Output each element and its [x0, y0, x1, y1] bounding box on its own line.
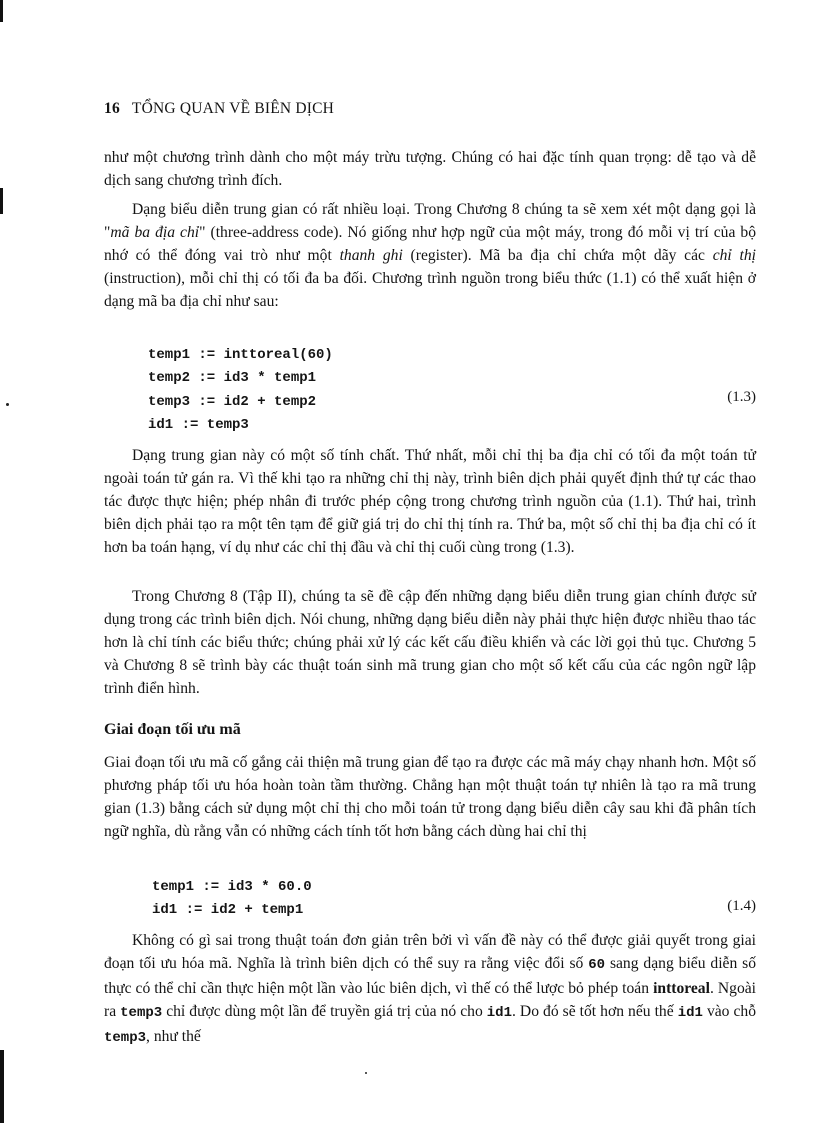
code-block-2: [152, 876, 452, 923]
p6-text-e: . Do đó sẽ tốt hơn nếu thế: [512, 1003, 678, 1020]
p2-text-b: " (three-address code). Nó giống như hợp ngữ của một máy, trong đó mỗi vị trí của bộ nhớ có thể đóng vai trò như một: [104, 224, 756, 264]
code-token: inttoreal: [653, 980, 710, 997]
p6-text-b: sang dạng biểu diễn số thực có thể chỉ cần thực hiện một lần vào lúc biên dịch, vì thế có thể lược bỏ phép toán: [104, 955, 757, 997]
p2-text-c: (register). Mã ba địa chỉ chứa một dãy các: [402, 247, 713, 264]
code-token: id1: [486, 1005, 512, 1021]
page-header: [104, 100, 754, 118]
term-instruction: chỉ thị: [712, 247, 756, 264]
code-line: temp1 := id3 * 60.0: [152, 879, 312, 895]
scan-speck: [365, 1072, 367, 1074]
p2-text-a: Dạng biểu diễn trung gian có rất nhiều loại. Trong Chương 8 chúng ta sẽ xem xét một dạng gọi là ": [104, 201, 756, 241]
code-line: temp3 := id2 + temp2: [148, 393, 317, 410]
code-token: id1: [677, 1005, 703, 1021]
code-block-1: [148, 344, 448, 437]
code-token: 60: [588, 957, 606, 973]
p6-text-a: Không có gì sai trong thuật toán đơn giản trên bởi vì vấn đề này có thể được giải quyết trong giai đoạn tối ưu hóa mã. Nghĩa là trình biên dịch có thể suy ra rằng việc đổi số: [104, 932, 756, 972]
p6-text-d: chỉ được dùng một lần để truyền giá trị của nó cho: [162, 1003, 487, 1020]
code-line: id1 := temp3: [148, 416, 249, 433]
code-line: temp1 := inttoreal(60): [148, 347, 333, 363]
paragraph-4: Trong Chương 8 (Tập II), chúng ta sẽ đề cập đến những dạng biểu diễn trung gian chính được sử dụng trong các trình biên dịch. Nói chung, những dạng biểu diễn này phải thực hiện được nhiều thao tác hơn là chỉ tính các biểu thức; chúng phải xử lý các kết cấu điều khiển và các lời gọi thủ tục. Chương 5 và Chương 8 sẽ trình bày các thuật toán sinh mã trung gian cho một số kết cấu của các ngôn ngữ lập trình điển hình.: [104, 588, 756, 697]
section-title: Giai đoạn tối ưu mã: [104, 721, 241, 738]
p6-text-c: . Ngoài ra: [104, 980, 756, 1020]
paragraph-1: như một chương trình dành cho một máy trừu tượng. Chúng có hai đặc tính quan trọng: dễ tạo và dễ dịch sang chương trình đích.: [104, 149, 756, 189]
paragraph-2: [104, 198, 756, 313]
scan-speck: [6, 403, 9, 406]
page-number: 16: [104, 100, 120, 117]
code-line: id1 := id2 + temp1: [152, 902, 304, 919]
scan-edge-bottom: [0, 1050, 4, 1123]
code-line: temp2 := id3 * temp1: [148, 370, 317, 387]
p6-text-g: , như thế: [146, 1028, 201, 1045]
paragraph-5: Giai đoạn tối ưu mã cố gắng cải thiện mã trung gian để tạo ra được các mã máy chạy nhanh hơn. Một số phương pháp tối ưu hóa hoàn toàn tầm thường. Chẳng hạn một thuật toán tự nhiên là tạo ra mã trung gian (1.3) bằng cách sử dụng một chỉ thị cho mỗi toán tử trong dạng biểu diễn cây sau khi đã phân tích ngữ nghĩa, dù rằng vẫn có những cách tính tốt hơn bằng cách dùng hai chỉ thị: [104, 754, 756, 840]
equation-number-1-3: (1.3): [727, 389, 756, 405]
paragraph-6: [104, 929, 756, 1050]
code-token: temp3: [120, 1005, 163, 1021]
paragraph-3: Dạng trung gian này có một số tính chất. Thứ nhất, mỗi chỉ thị ba địa chỉ có tối đa một toán tử ngoài toán tử gán ra. Vì thế khi tạo ra những chỉ thị này, trình biên dịch phải quyết định thứ tự các thao tác được thực hiện; phép nhân đi trước phép cộng trong chương trình nguồn của (1.1). Thứ hai, trình biên dịch phải tạo ra một tên tạm để giữ giá trị do chỉ thị tính ra. Thứ ba, một số chỉ thị ba địa chỉ có ít hơn ba toán hạng, ví dụ như các chỉ thị đầu và chỉ thị cuối cùng trong (1.3).: [104, 447, 756, 556]
scan-edge-top: [0, 0, 3, 22]
equation-number-1-4: (1.4): [727, 898, 756, 914]
p6-text-f: vào chỗ: [702, 1003, 757, 1020]
running-title: TỔNG QUAN VỀ BIÊN DỊCH: [131, 100, 335, 117]
code-token: temp3: [104, 1030, 147, 1046]
term-register: thanh ghi: [339, 247, 403, 264]
scan-edge-mark: [0, 188, 3, 214]
p2-text-d: (instruction), mỗi chỉ thị có tối đa ba đối. Chương trình nguồn trong biểu thức (1.1) có thể xuất hiện ở dạng mã ba địa chỉ như sau:: [104, 270, 756, 310]
term-three-address: mã ba địa chỉ: [110, 224, 200, 241]
